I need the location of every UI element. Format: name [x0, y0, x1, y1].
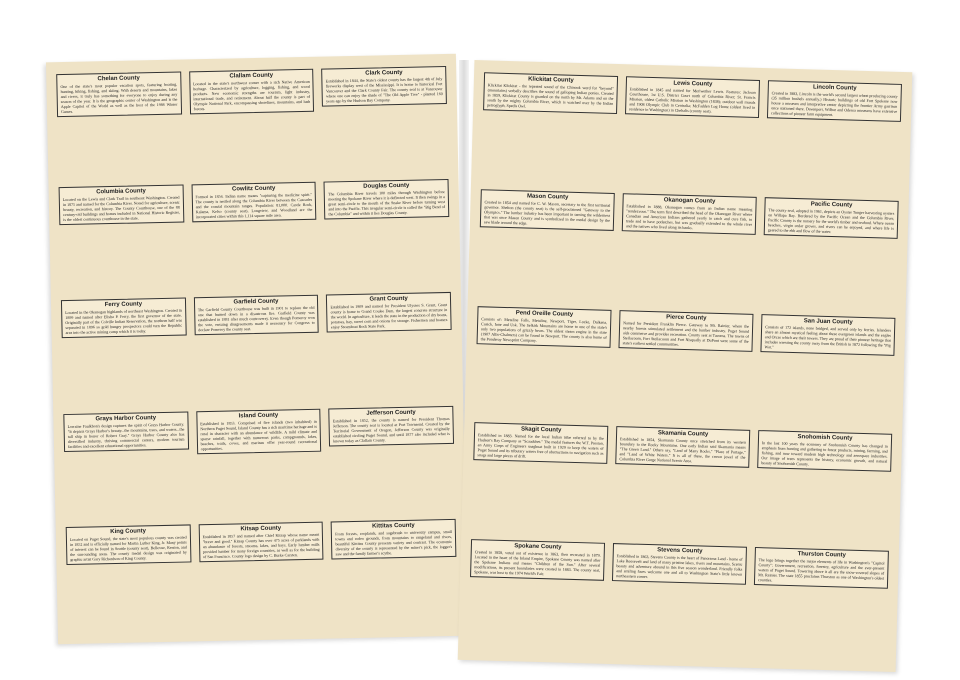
- county-card: [480, 189, 615, 231]
- county-name: Skamania County: [657, 430, 709, 439]
- county-card: [63, 411, 188, 452]
- county-card: [754, 547, 889, 589]
- county-name: Cowlitz County: [231, 185, 276, 193]
- county-description: Established in 1883. Named for the local Indian tribe referred to by the Hudson's Bay Company as "Scaadchet." The medal features the W.T. Preston, an Army Corps of Engineers snagboat built in 1929 to keep the waters of Puget Sound and its tributary waters free of obstructions to navigation such as snags and large pieces of drift.: [477, 432, 605, 459]
- county-card: [473, 423, 608, 465]
- county-description: Established in 1863, Stevens County is the heart of Panorama Land - home of Lake Roosevelt and land of many pristine lakes, rivers and mountains. Scenic beauty and adventure abound in this five season wonderland. Friendly folks and smiling faces welcome one and all to Washington State's little known northeastern corner.: [616, 553, 743, 580]
- county-card: [321, 66, 446, 107]
- county-card: [618, 310, 753, 352]
- county-description: Established in 1888, Okanogan comes from an Indian name meaning "rendezvous." The term first described the head of the Okanogan River where Canadian and American Indians gathered yearly to catch and cure fish, to trade and to have potlatches, but was gradually extended to the whole river and the natives who lived along its banks.: [625, 203, 753, 230]
- county-description: Located in the state's northwest corner with a rich Native American heritage. Characterized by agriculture, logging, fishing, and wood products. New economic strengths are tourism, light industry, international trade, and retirement. About half the county is part of Olympic National Park, encompassing shorelines, mountains, and lush forests.: [193, 78, 311, 112]
- county-description: In the last 100 years the economy of Snohomish County has changed in emphasis from hunting and gathering to forest products, mining, farming, and fishing, and now toward modern high technology and aerospace industries. Our image of trees represents the history, economic growth, and natural beauty of Snohomish County.: [761, 440, 888, 467]
- county-description: Established in 1844, the State's oldest county has the largest 4th of July fireworks display west of the Mississippi. It is home to historical Fort Vancouver and the Clark County Fair. The county seal is at Vancouver where one can enjoy the shade of "The Old Apple Tree" - planted 160 years ago by the Hudson Bay Company.: [325, 76, 443, 104]
- county-card: [329, 405, 454, 446]
- county-description: Located on Puget Sound, the state's most populous county was created in 1852 and is officially named for Martin Luther King, Jr. Many points of interest can be found in Seattle (county seat), Bellevue, Renton, and the surrounding areas. The county medal design was originated by graphic artist Gary Richardson of King County.: [69, 534, 187, 562]
- county-name: Island County: [238, 412, 279, 419]
- county-name: Pacific County: [810, 201, 853, 209]
- county-name: San Juan County: [803, 317, 853, 326]
- county-description: Established in 1845 and named for Meriwether Lewis. Features: Jackson Courthouse, 1st U.S. District Court north of Columbia River; St. Francis Mission, oldest Catholic Mission in Washington (1838); outdoor wall murals and 1908 Olympic Club in Centralia; McFadden Log Home (oldest lived in residence in Washington) in Chehalis (county seat).: [629, 86, 756, 114]
- county-description: Created in 1854 and named for C. W. Mason, secretary to the first territorial governor. Shelton (the county seat) is the self-proclaimed "Gateway to the Olympics." The lumber industry has been important in taming the wilderness that was once Mason County and is symbolized in the medal design by the saw blade around the edge.: [483, 199, 611, 226]
- county-name: Kitsap County: [240, 525, 282, 533]
- county-name: Spokane County: [514, 543, 562, 551]
- county-grid-right: [468, 72, 902, 659]
- county-name: Jefferson County: [366, 409, 416, 417]
- county-description: Consists of 172 islands, none bridged, and served only by ferries. Islanders share an almost mystical feeling about these evergreen islands and the eagles and Orcas which are their towers. They are proud of their pioneer heritage that includes wresting the county away from the British in 1872 following the "Pig War.": [764, 323, 892, 350]
- county-description: Created in 1858, voted out of existence in 1863, then recreated in 1879. Located in the heart of the Inland Empire, Spokane County was named after the Spokane Indians and means "Children of the Sun." After several modifications, its present boundaries were created in 1883. The county seat, Spokane, was host to the 1974 World's Fair.: [474, 549, 601, 577]
- county-description: Created in 1883, Lincoln is the world's second largest wheat producing county (35 million bushels annually.) Historic buildings of old Fort Spokane now house a museum and interpretive center depicting the frontier Army garrison once stationed there. Davenport, Wilbur and Odessa museums have extensive collections of pioneer farm equipment.: [771, 90, 898, 118]
- county-card: [622, 193, 757, 235]
- county-grid-left: [56, 66, 458, 632]
- county-name: Ferry County: [104, 301, 143, 309]
- county-card: [483, 72, 618, 114]
- county-card: [331, 519, 456, 560]
- county-card: [470, 539, 605, 581]
- county-name: Okanogan County: [663, 197, 716, 205]
- county-card: [324, 179, 449, 220]
- county-description: Lorraine Faulkbon's design captures the spirit of Grays Harbor County. "It depicts Grays Harbor's beauty...the mountains, trees, and waters...the tall ship in honor of Robert Gray." Grays Harbor County also has diversified industry, thriving commercial centers, modern tourism facilities and excellent educational opportunities.: [67, 421, 185, 449]
- county-description: Consists of: Metaline Falls, Metaline, Newport, Tiger, Locke, Dalkena, Cusick, Ione and Usk. The Selkirk Mountains are home to one of the state's only two populations of grizzly bears. The oldest steam engine in the state (1907 Allis-Chalmers) can be found in Newport. The county is also home of the Ponderay Newsprint Company.: [480, 315, 608, 343]
- county-description: Named for President Franklin Pierce. Gateway to Mt. Rainier, where the nearby forests stimulated settlement and the lumber industry. Puget Sound aids commerce and provides recreation. County seat at Tacoma. The towns of Steilacoom, Fort Steilacoom and Fort Nisqually at DuPont were some of the state's earliest settled communities.: [622, 319, 750, 347]
- county-description: Klickitat Klickitat - the repeated sound of the Chinook word for "beyond" (mountains) verbally describes the sound of galloping Indian ponies. Created in 1859, Klickitat County is guarded on the north by Mt. Adams and on the south by the mighty Columbia River, which is watched over by the Indian petroglyph, Spedis Owl.: [487, 82, 614, 109]
- county-card: [757, 430, 892, 472]
- county-name: Douglas County: [363, 182, 410, 190]
- county-card: [59, 185, 184, 226]
- county-name: Mason County: [526, 193, 569, 201]
- county-name: Clallam County: [229, 72, 274, 80]
- county-name: Lincoln County: [812, 84, 857, 92]
- county-description: The Garfield County Courthouse was built in 1901 to replace the old one that burned down in a disastrous fire. Garfield County was established in 1881 after much controversy. Even though Pomeroy won the vote, ensuing disagreements made it necessary for Congress to declare Pomeroy the county seat.: [197, 305, 315, 333]
- county-card: [615, 426, 750, 468]
- right-page: [458, 60, 913, 672]
- county-card: [189, 69, 315, 115]
- county-card: [194, 295, 319, 336]
- county-card: [56, 72, 182, 118]
- county-name: Thurston County: [797, 551, 847, 559]
- county-description: The logo brings together the major elements of life in Washington's "Capitol County": Government, recreation, forestry, agriculture and the ever-present waters of Puget Sound. Towering above it all are the snow-covered slopes of Mt. Rainier. The state 1855 proclaims Thurston as one of Washington's oldest counties.: [757, 557, 885, 583]
- county-card: [612, 543, 747, 585]
- county-name: Lewis County: [673, 80, 713, 88]
- county-card: [760, 314, 895, 356]
- county-card: [477, 306, 612, 348]
- county-name: Kittitas County: [371, 522, 415, 530]
- county-name: Columbia County: [96, 188, 146, 196]
- county-description: The county seal, adopted in 1961, depicts an Oyster Tonger harvesting oysters on Willapa Bay. Bordered by the Pacific Ocean and the Columbia River, Pacific County is the nursery for the world's timber and seafood. Where ocean beaches, virgin cedar groves, and rivers can be enjoyed, and where life is geared to the ebb and flow of the water.: [767, 207, 895, 234]
- county-description: Located on the Lewis and Clark Trail in southeast Washington. Created in 1875 and named for the Columbia River. Noted for agriculture, scenic beauty, recreation, and history. The County Courthouse, one of the 88 century-old buildings and homes included in National Historic Register, is the oldest continuous courthouse in the state.: [62, 194, 180, 223]
- county-name: Pierce County: [666, 314, 707, 322]
- county-description: Established in 1853. Comprised of five islands (two inhabited) in Northern Puget Sound, Island County has a rich maritime heritage and is rural in character with an abundance of wildlife. A mild climate and sparse rainfall, together with numerous parks, campgrounds, lakes, beaches, trails, coves, and marinas offer year-round recreational opportunities.: [200, 418, 318, 451]
- county-name: Chelan County: [97, 75, 140, 83]
- county-name: Stevens County: [657, 547, 703, 555]
- left-page: [46, 54, 468, 644]
- county-card: [191, 182, 316, 223]
- county-description: Established in 1852, the county is named for President Thomas Jefferson. The county seat is located at Port Townsend. Created by the Territorial Government of Oregon, Jefferson County was originally established circling Puget Sound, and until 1877 also included what is known today as Clallam County.: [332, 415, 450, 444]
- county-description: Established in 1854, Skamania County once stretched from its western boundary to the Rocky Mountains. One early Indian said Skamania means "The Green Land." Others say, "Land of Many Rocks," "Place of Portage," and "Land of White Waters." It is all of these, the crown jewel of the Columbia River Gorge National Scenic Area.: [619, 436, 746, 464]
- county-card: [326, 292, 451, 333]
- county-name: Grays Harbor County: [95, 414, 157, 422]
- county-name: King County: [110, 528, 147, 535]
- county-description: From forests, croplands, and sagebrush to university campus, small towns and rodeo grounds, from mountains to rangeland and rivers, beautiful Kittitas County presents variety and contrast. The economic diversity of the county is represented by the miner's pick, the logger's saw and the family farmer's scythe.: [335, 528, 453, 557]
- county-description: Established in 1857 and named after Chief Kitsap whose name meant "brave and good." Kitsap County has over 475 acres of parklands with an abundance of forests, streams, lakes, and bays. Early lumber mills provided lumber for many foreign countries, as well as for the building of San Francisco. County logo design by C. Burke Carsten.: [202, 531, 320, 559]
- county-card: [625, 76, 760, 118]
- county-description: Established in 1909 and named for President Ulysses S. Grant, Grant county is home to Grand Coulee Dam, the largest concrete structure in the world. In agriculture, it leads the state in the production of dry beans, potatoes, hay, sweet corn and onions for storage. Fishermen and boaters enjoy Steamboat Rock State Park.: [330, 302, 448, 330]
- county-card: [198, 521, 323, 562]
- county-name: Clark County: [365, 69, 403, 77]
- county-description: Formed in 1854. Indian name means "capturing the medicine spirit." The county is nestled along the Columbia River between the Cascades and the coastal mountain ranges. Population: 81,000. Castle Rock, Kalama, Kelso (county seat), Longview, and Woodland are the incorporated cities within this 1,114 square mile area.: [195, 192, 313, 220]
- county-card: [61, 298, 186, 339]
- county-card: [767, 80, 902, 122]
- county-card: [196, 408, 322, 454]
- county-name: Snohomish County: [797, 434, 853, 443]
- county-card: [764, 197, 899, 239]
- county-name: Klickitat County: [528, 76, 574, 84]
- county-description: The Columbia River travels 100 miles through Washington before meeting the Spokane River where it is deflected west. It then swings in a great semi-circle to the mouth of the Snake River before turning west and into the Pacific. This irregular semi-circle is called the "Big Bend of the Columbia" and within it lies Douglas County.: [328, 189, 446, 217]
- county-description: One of the state's most popular vacation spots, featuring boating, hunting, hiking, fishing, and skiing. With deserts and mountains, lakes and rivers, it truly has something for everyone to enjoy during any season of the year. It is the geographic center of Washington and is the Apple Capitol of the World as well as the host of the 1986 Winter Games.: [60, 81, 178, 115]
- county-name: Grant County: [369, 296, 408, 304]
- county-description: Located in the Okanogan highlands of northeast Washington. Created in 1899 and named after Elisha P. Ferry, the first governor of the state. Originally part of the Colville Indian Reservation, the northern half was separated in 1896 so gold hungry prospectors could turn the Republic area into the active mining camp which it is today.: [65, 307, 183, 336]
- county-name: Skagit County: [520, 426, 562, 434]
- county-name: Pend Oreille County: [515, 309, 574, 318]
- county-name: Garfield County: [233, 298, 279, 306]
- county-card: [66, 524, 191, 565]
